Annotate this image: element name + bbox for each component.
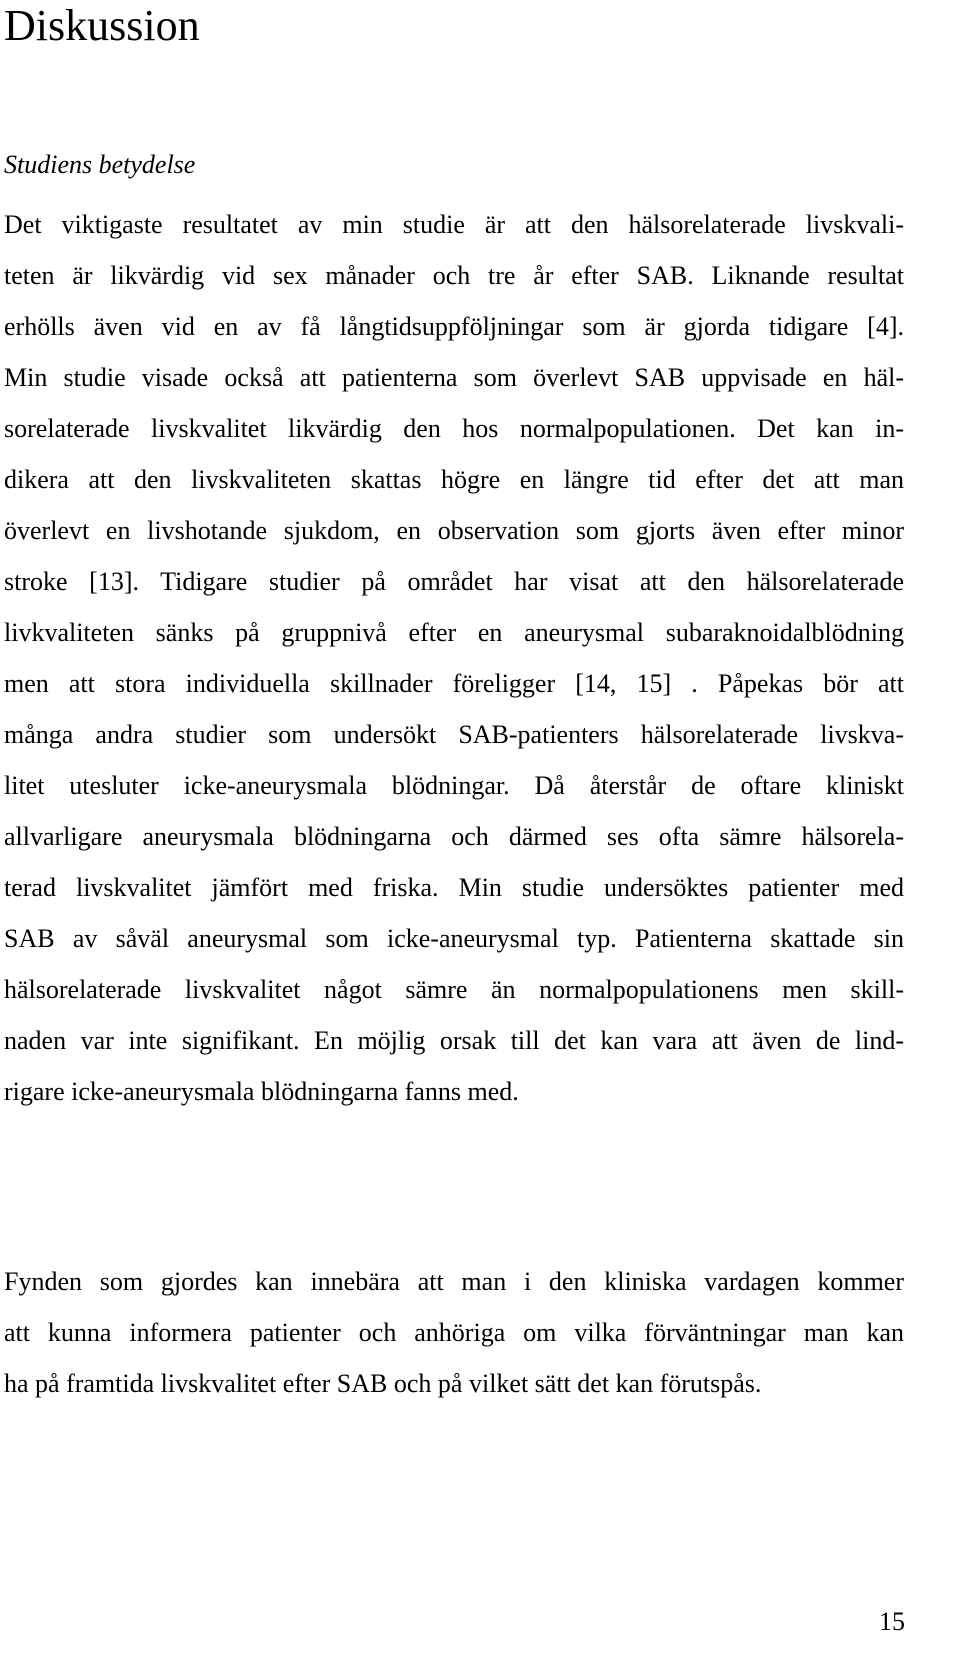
text-line: Min studie visade också att patienterna som överlevt SAB uppvisade en häl-	[4, 363, 904, 392]
page-number: 15	[879, 1607, 905, 1636]
text-line: terad livskvalitet jämfört med friska. Min studie undersöktes patienter med	[4, 873, 904, 902]
body-paragraph-1	[4, 199, 904, 1117]
text-line: dikera att den livskvaliteten skattas högre en längre tid efter det att man	[4, 465, 904, 494]
text-line: SAB av såväl aneurysmal som icke-aneurysmal typ. Patienterna skattade sin	[4, 924, 904, 953]
text-line: naden var inte signifikant. En möjlig orsak till det kan vara att även de lind-	[4, 1026, 904, 1055]
text-line: många andra studier som undersökt SAB-patienters hälsorelaterade livskva-	[4, 720, 904, 749]
text-line: rigare icke-aneurysmala blödningarna fanns med.	[4, 1077, 519, 1106]
text-line: allvarligare aneurysmala blödningarna och därmed ses ofta sämre hälsorela-	[4, 822, 904, 851]
text-line: Fynden som gjordes kan innebära att man i den kliniska vardagen kommer	[4, 1267, 904, 1296]
text-line: att kunna informera patienter och anhöriga om vilka förväntningar man kan	[4, 1318, 904, 1347]
body-paragraph-2	[4, 1256, 904, 1409]
text-line: litet utesluter icke-aneurysmala blödningar. Då återstår de oftare kliniskt	[4, 771, 904, 800]
text-line: hälsorelaterade livskvalitet något sämre än normalpopulationens men skill-	[4, 975, 904, 1004]
section-heading: Studiens betydelse	[4, 150, 196, 179]
text-line: sorelaterade livskvalitet likvärdig den hos normalpopulationen. Det kan in-	[4, 414, 904, 443]
page-title: Diskussion	[4, 1, 200, 50]
text-line: livkvaliteten sänks på gruppnivå efter en aneurysmal subaraknoidalblödning	[4, 618, 904, 647]
text-line: Det viktigaste resultatet av min studie är att den hälsorelaterade livskvali-	[4, 210, 904, 239]
text-line: men att stora individuella skillnader föreligger [14, 15] . Påpekas bör att	[4, 669, 904, 698]
text-line: överlevt en livshotande sjukdom, en observation som gjorts även efter minor	[4, 516, 904, 545]
text-line: stroke [13]. Tidigare studier på området har visat att den hälsorelaterade	[4, 567, 904, 596]
text-line: teten är likvärdig vid sex månader och tre år efter SAB. Liknande resultat	[4, 261, 904, 290]
text-line: ha på framtida livskvalitet efter SAB och på vilket sätt det kan förutspås.	[4, 1369, 762, 1398]
text-line: erhölls även vid en av få långtidsuppföljningar som är gjorda tidigare [4].	[4, 312, 904, 341]
